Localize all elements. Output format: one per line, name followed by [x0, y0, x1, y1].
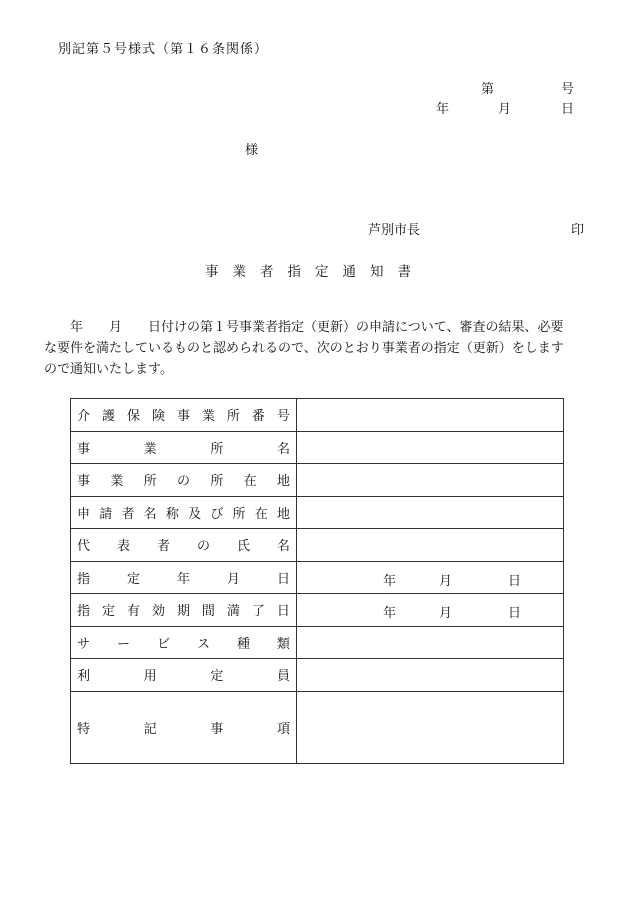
label-char: 事 [210, 721, 224, 737]
row-label-text [77, 568, 290, 587]
label-char: 業 [143, 441, 157, 457]
row-label-text [77, 438, 290, 457]
label-char: 指 [77, 571, 91, 587]
issuer-mayor: 芦別市長 [368, 223, 421, 238]
label-char: 請 [99, 506, 113, 522]
seal-mark: 印 [571, 223, 585, 238]
row-value[interactable] [297, 691, 564, 763]
label-char: 者 [121, 506, 135, 522]
row-value[interactable] [297, 626, 564, 659]
row-label-text [77, 665, 290, 684]
date-month: 月 [498, 102, 512, 117]
row-label [71, 659, 297, 692]
date-unit-d: 日 [508, 573, 522, 589]
row-label [71, 529, 297, 562]
label-char: 称 [165, 506, 179, 522]
date-year: 年 [436, 102, 450, 117]
row-label-text [77, 718, 290, 737]
label-char: ス [196, 636, 210, 652]
row-value[interactable] [297, 529, 564, 562]
label-char: の [196, 539, 210, 555]
date-unit-y: 年 [383, 573, 397, 589]
label-char: 事 [77, 441, 91, 457]
label-char: 員 [276, 669, 290, 685]
label-char: 介 [77, 409, 91, 425]
addressee-honorific: 様 [245, 143, 259, 158]
label-char: 特 [77, 721, 91, 737]
label-char: 定 [101, 604, 115, 620]
label-char: 事 [176, 409, 190, 425]
label-char: の [176, 474, 190, 490]
label-char: サ [77, 636, 91, 652]
label-char: ビ [156, 636, 170, 652]
row-label [71, 626, 297, 659]
table-row [71, 691, 564, 763]
number-prefix: 第 [481, 82, 495, 97]
label-char: 名 [143, 506, 157, 522]
body-line-1: 年 月 日付けの第１号事業者指定（更新）の申請について、審査の結果、必要 [70, 320, 564, 335]
label-char: 険 [151, 409, 165, 425]
form-reference: 別記第５号様式（第１６条関係） [58, 42, 269, 57]
table-row [71, 659, 564, 692]
label-char: 所 [143, 474, 157, 490]
label-char: 業 [110, 474, 124, 490]
table-row [71, 626, 564, 659]
document-title: 事業者指定通知書 [205, 264, 425, 280]
row-label [71, 464, 297, 497]
label-char: 種 [236, 636, 250, 652]
table-row [71, 529, 564, 562]
table-row [71, 431, 564, 464]
row-label-text [77, 405, 290, 424]
label-char: 在 [254, 506, 268, 522]
body-line-2: な要件を満たしているものと認められるので、次のとおり事業者の指定（更新）をします [44, 341, 564, 356]
row-label-text [77, 470, 290, 489]
label-char: 月 [226, 571, 240, 587]
label-char: 号 [276, 409, 290, 425]
label-char: 地 [276, 506, 290, 522]
date-unit-m: 月 [439, 573, 453, 589]
row-label-text [77, 535, 290, 554]
table-row [71, 399, 564, 432]
date-unit-m: 月 [439, 606, 453, 621]
label-char: 効 [151, 604, 165, 620]
label-char: ー [116, 636, 130, 652]
label-char: 名 [276, 441, 290, 457]
label-char: 了 [251, 604, 265, 620]
label-char: 年 [176, 571, 190, 587]
label-char: 所 [210, 441, 224, 457]
label-char: 日 [276, 571, 290, 587]
label-char: 類 [276, 636, 290, 652]
label-char: 名 [276, 539, 290, 555]
date-unit-y: 年 [383, 606, 397, 621]
table-row [71, 496, 564, 529]
row-value[interactable] [297, 561, 564, 594]
table-row [71, 561, 564, 594]
label-char: 記 [143, 721, 157, 737]
label-char: 保 [126, 409, 140, 425]
label-char: 間 [201, 604, 215, 620]
date-unit-d: 日 [508, 606, 522, 621]
label-char: 有 [126, 604, 140, 620]
body-line-3: ので通知いたします。 [44, 362, 173, 377]
label-char: 用 [143, 669, 157, 685]
label-char: び [210, 506, 224, 522]
row-label [71, 594, 297, 627]
label-char: 護 [101, 409, 115, 425]
label-char: 在 [243, 474, 257, 490]
label-char: 事 [77, 474, 91, 490]
row-label [71, 496, 297, 529]
label-char: 所 [232, 506, 246, 522]
row-value[interactable] [297, 399, 564, 432]
date-day: 日 [561, 102, 575, 117]
label-char: 定 [126, 571, 140, 587]
label-char: 者 [156, 539, 170, 555]
number-suffix: 号 [561, 82, 575, 97]
label-char: 申 [77, 506, 91, 522]
label-char: 表 [116, 539, 130, 555]
label-char: 番 [251, 409, 265, 425]
label-char: 期 [176, 604, 190, 620]
table-row [71, 594, 564, 627]
row-value[interactable] [297, 659, 564, 692]
row-label-text [77, 503, 290, 522]
row-value[interactable] [297, 431, 564, 464]
label-char: 満 [226, 604, 240, 620]
designation-table [70, 398, 564, 764]
row-value[interactable] [297, 496, 564, 529]
row-value[interactable] [297, 464, 564, 497]
row-label [71, 399, 297, 432]
table-row [71, 464, 564, 497]
row-label [71, 691, 297, 763]
row-label [71, 431, 297, 464]
label-char: 日 [276, 604, 290, 620]
row-value[interactable] [297, 594, 564, 627]
label-char: 業 [201, 409, 215, 425]
label-char: 定 [210, 669, 224, 685]
row-label [71, 561, 297, 594]
label-char: 及 [188, 506, 202, 522]
label-char: 代 [77, 539, 91, 555]
label-char: 氏 [236, 539, 250, 555]
row-label-text [77, 633, 290, 652]
row-label-text [77, 600, 290, 619]
label-char: 指 [77, 604, 91, 620]
label-char: 項 [276, 721, 290, 737]
label-char: 所 [226, 409, 240, 425]
label-char: 所 [210, 474, 224, 490]
label-char: 利 [77, 669, 91, 685]
label-char: 地 [276, 474, 290, 490]
body-paragraph [44, 317, 592, 380]
